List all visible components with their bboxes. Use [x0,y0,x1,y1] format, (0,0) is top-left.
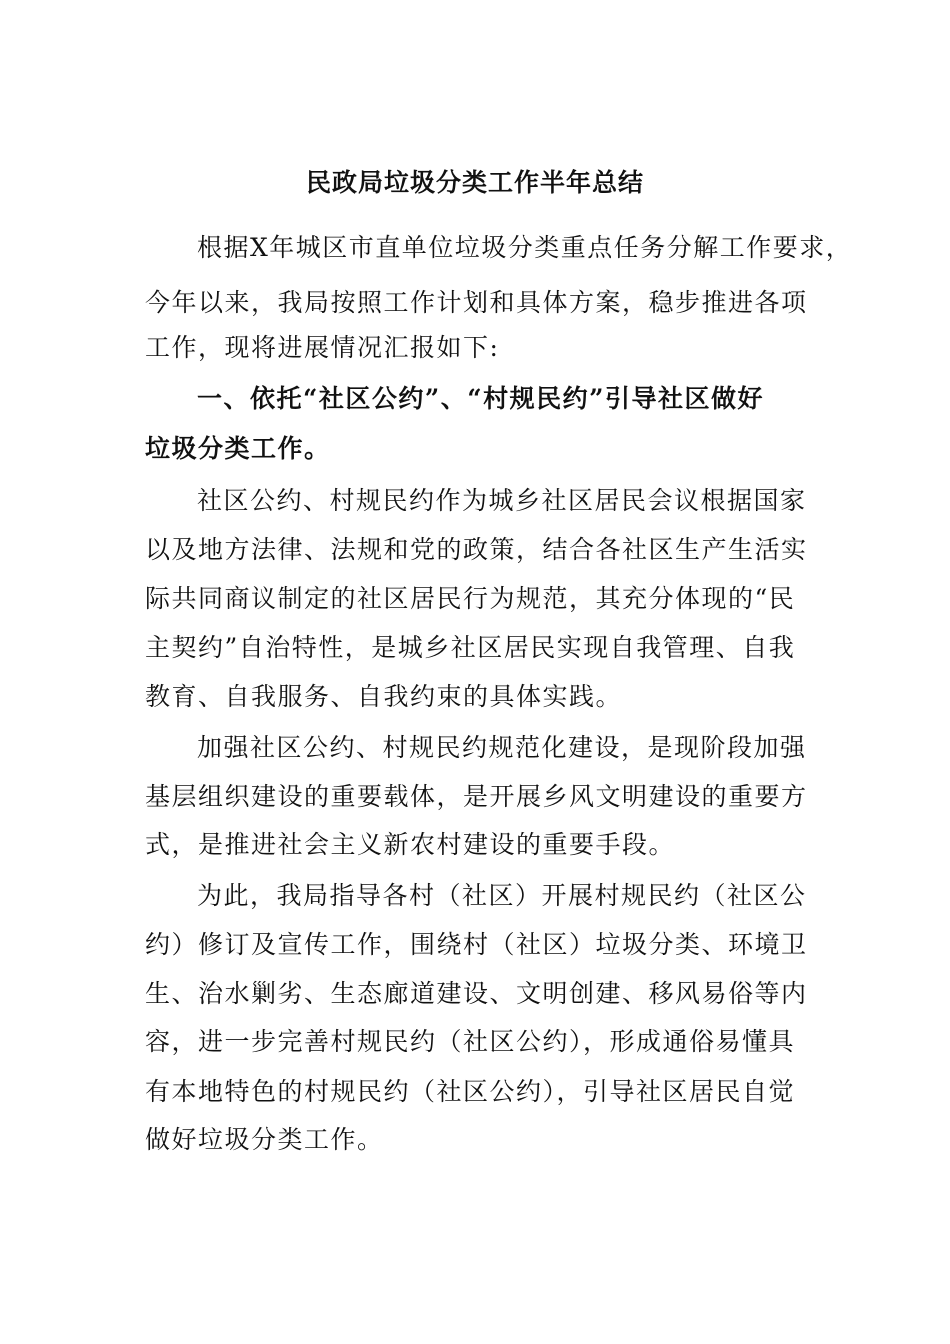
paragraph-line: 根据X年城区市直单位垃圾分类重点任务分解工作要求， [197,233,853,262]
paragraph-line: 容，进一步完善村规民约（社区公约），形成通俗易懂具 [145,1027,796,1056]
paragraph-line: 今年以来，我局按照工作计划和具体方案，稳步推进各项 [145,288,808,317]
paragraph-line: 基层组织建设的重要载体，是开展乡风文明建设的重要方 [145,782,808,811]
paragraph-line: 有本地特色的村规民约（社区公约），引导社区居民自觉 [145,1077,796,1106]
paragraph-line: 约）修订及宣传工作，围绕村（社区）垃圾分类、环境卫 [145,930,808,959]
document-title: 民政局垃圾分类工作半年总结 [305,168,644,197]
paragraph-line: 做好垃圾分类工作。 [145,1125,384,1154]
paragraph-line: 生、治水剿劣、生态廊道建设、文明创建、移风易俗等内 [145,979,808,1008]
section-heading: 一、依托“社区公约”、“村规民约”引导社区做好 [197,384,765,413]
section-heading: 垃圾分类工作。 [145,434,331,463]
paragraph-line: 教育、自我服务、自我约束的具体实践。 [145,682,623,711]
paragraph-line: 际共同商议制定的社区居民行为规范，其充分体现的“民 [145,584,796,613]
paragraph-line: 社区公约、村规民约作为城乡社区居民会议根据国家 [197,486,807,515]
paragraph-line: 工作，现将进展情况汇报如下: [145,333,500,362]
paragraph-line: 式，是推进社会主义新农村建设的重要手段。 [145,830,676,859]
paragraph-line: 主契约”自治特性，是城乡社区居民实现自我管理、自我 [145,633,796,662]
paragraph-line: 加强社区公约、村规民约规范化建设，是现阶段加强 [197,733,807,762]
paragraph-line: 为此，我局指导各村（社区）开展村规民约（社区公 [197,881,807,910]
paragraph-line: 以及地方法律、法规和党的政策，结合各社区生产生活实 [145,535,808,564]
